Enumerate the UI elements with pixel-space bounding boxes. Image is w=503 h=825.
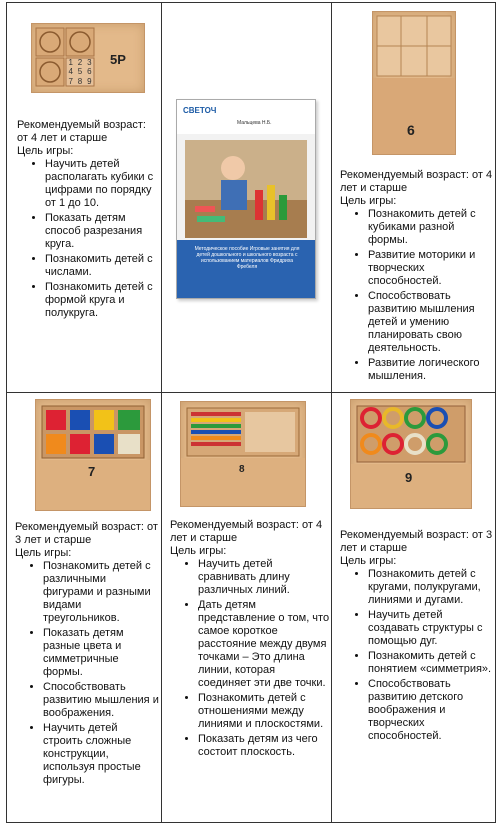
box-label: 9 xyxy=(405,470,413,485)
wooden-box-5p-image xyxy=(31,23,145,93)
digit-grid xyxy=(66,58,94,86)
book-cell xyxy=(162,3,332,393)
game-description xyxy=(170,519,330,761)
game-description xyxy=(17,119,159,322)
goal-label: Цель игры: xyxy=(17,145,74,157)
goal-list xyxy=(15,560,159,787)
book-cover-image xyxy=(176,99,316,299)
wooden-box-8-image xyxy=(180,401,306,507)
game-cell-7 xyxy=(7,393,162,823)
goal-item: • Способствовать развитию детского воображения и творческих способностей. xyxy=(368,678,494,743)
age-text: Рекомендуемый возраст: от 4 лет и старше xyxy=(340,169,493,194)
goal-item: • Показать детям разные цвета и симметричные формы. xyxy=(43,627,159,679)
goal-list xyxy=(17,158,159,320)
age-text: Рекомендуемый возраст: от 4 лет и старше xyxy=(17,119,146,144)
wooden-box-6-image xyxy=(372,11,456,155)
digit: 5 xyxy=(77,67,83,77)
goal-item: • Познакомить детей с числами. xyxy=(45,253,159,279)
goal-item: • Способствовать развитию мышления и воображения. xyxy=(43,681,159,720)
goal-item: • Научить детей сравнивать длину различных линий. xyxy=(198,558,330,597)
age-text: Рекомендуемый возраст: от 4 лет и старше xyxy=(170,519,323,544)
goal-item: • Познакомить детей с формой круга и полукруга. xyxy=(45,281,159,320)
digit: 4 xyxy=(68,67,73,77)
goal-label: Цель игры: xyxy=(340,195,397,207)
game-cell-9 xyxy=(332,393,496,823)
goal-item: • Научить детей располагать кубики с цифрами по порядку от 1 до 10. xyxy=(45,158,159,210)
goal-item: • Развитие логического мышления. xyxy=(368,357,494,383)
box-9-contents xyxy=(351,400,471,508)
goal-item: • Показать детям способ разрезания круга. xyxy=(45,212,159,251)
digit: 9 xyxy=(87,76,92,86)
goal-item: • Познакомить детей с кругами, полукругами, линиями и дугами. xyxy=(368,568,494,607)
goal-label: Цель игры: xyxy=(15,547,72,559)
box-label: 5Р xyxy=(110,52,126,67)
box-8-contents xyxy=(181,402,305,506)
box-label: 6 xyxy=(407,122,415,138)
game-description xyxy=(340,529,494,745)
age-text: Рекомендуемый возраст: от 3 лет и старше xyxy=(340,529,493,554)
box-label: 7 xyxy=(88,464,96,479)
book-title: Методическое пособие Игровые занятия для детей дошкольного и школьного возраста с использованием материалов Фридриха Фребеля xyxy=(194,246,300,270)
goal-item: • Развитие моторики и творческих способностей. xyxy=(368,249,494,288)
goal-item: • Научить детей строить сложные конструкции, используя простые фигуры. xyxy=(43,722,159,787)
goal-item: • Научить детей создавать структуры с помощью дуг. xyxy=(368,609,494,648)
digit: 1 xyxy=(68,58,73,67)
game-cell-6 xyxy=(332,3,496,393)
goal-list xyxy=(340,208,494,383)
goal-item: • Показать детям из чего состоит плоскость. xyxy=(198,733,330,759)
goal-item: • Познакомить детей с кубиками разной формы. xyxy=(368,208,494,247)
game-description xyxy=(340,169,494,385)
goal-item: • Дать детям представление о том, что самое короткое расстояние между двумя точками – Это длина линии, которая соединяет эти две точки. xyxy=(198,599,330,690)
goal-label: Цель игры: xyxy=(340,555,397,567)
game-description xyxy=(15,521,159,789)
game-cell-5p xyxy=(7,3,162,393)
goal-list xyxy=(340,568,494,743)
goal-list xyxy=(170,558,330,759)
goal-label: Цель игры: xyxy=(170,545,227,557)
goal-item: • Способствовать развитию мышления детей и умению планировать свою деятельность. xyxy=(368,290,494,355)
age-text: Рекомендуемый возраст: от 3 лет и старше xyxy=(15,521,158,546)
table-row xyxy=(7,393,496,823)
wooden-box-9-image xyxy=(350,399,472,509)
game-cell-8 xyxy=(162,393,332,823)
digit: 6 xyxy=(87,67,92,77)
digit: 3 xyxy=(87,58,92,67)
book-author: Мальцева Н.Б. xyxy=(237,120,272,126)
games-table xyxy=(6,2,496,823)
digit: 8 xyxy=(77,76,83,86)
goal-item: • Познакомить детей с отношениями между линиями и плоскостями. xyxy=(198,692,330,731)
digit: 2 xyxy=(77,58,83,67)
child-photo xyxy=(185,140,307,238)
goal-item: • Познакомить детей с понятием «симметрия». xyxy=(368,650,494,676)
wooden-box-7-image xyxy=(35,399,151,511)
digit: 7 xyxy=(68,76,73,86)
box-label: 8 xyxy=(239,464,245,475)
goal-item: • Познакомить детей с различными фигурами и разными видами треугольников. xyxy=(43,560,159,625)
table-row xyxy=(7,3,496,393)
publisher-logo: СВЕТОЧ xyxy=(183,106,217,115)
box-7-contents xyxy=(36,400,150,510)
